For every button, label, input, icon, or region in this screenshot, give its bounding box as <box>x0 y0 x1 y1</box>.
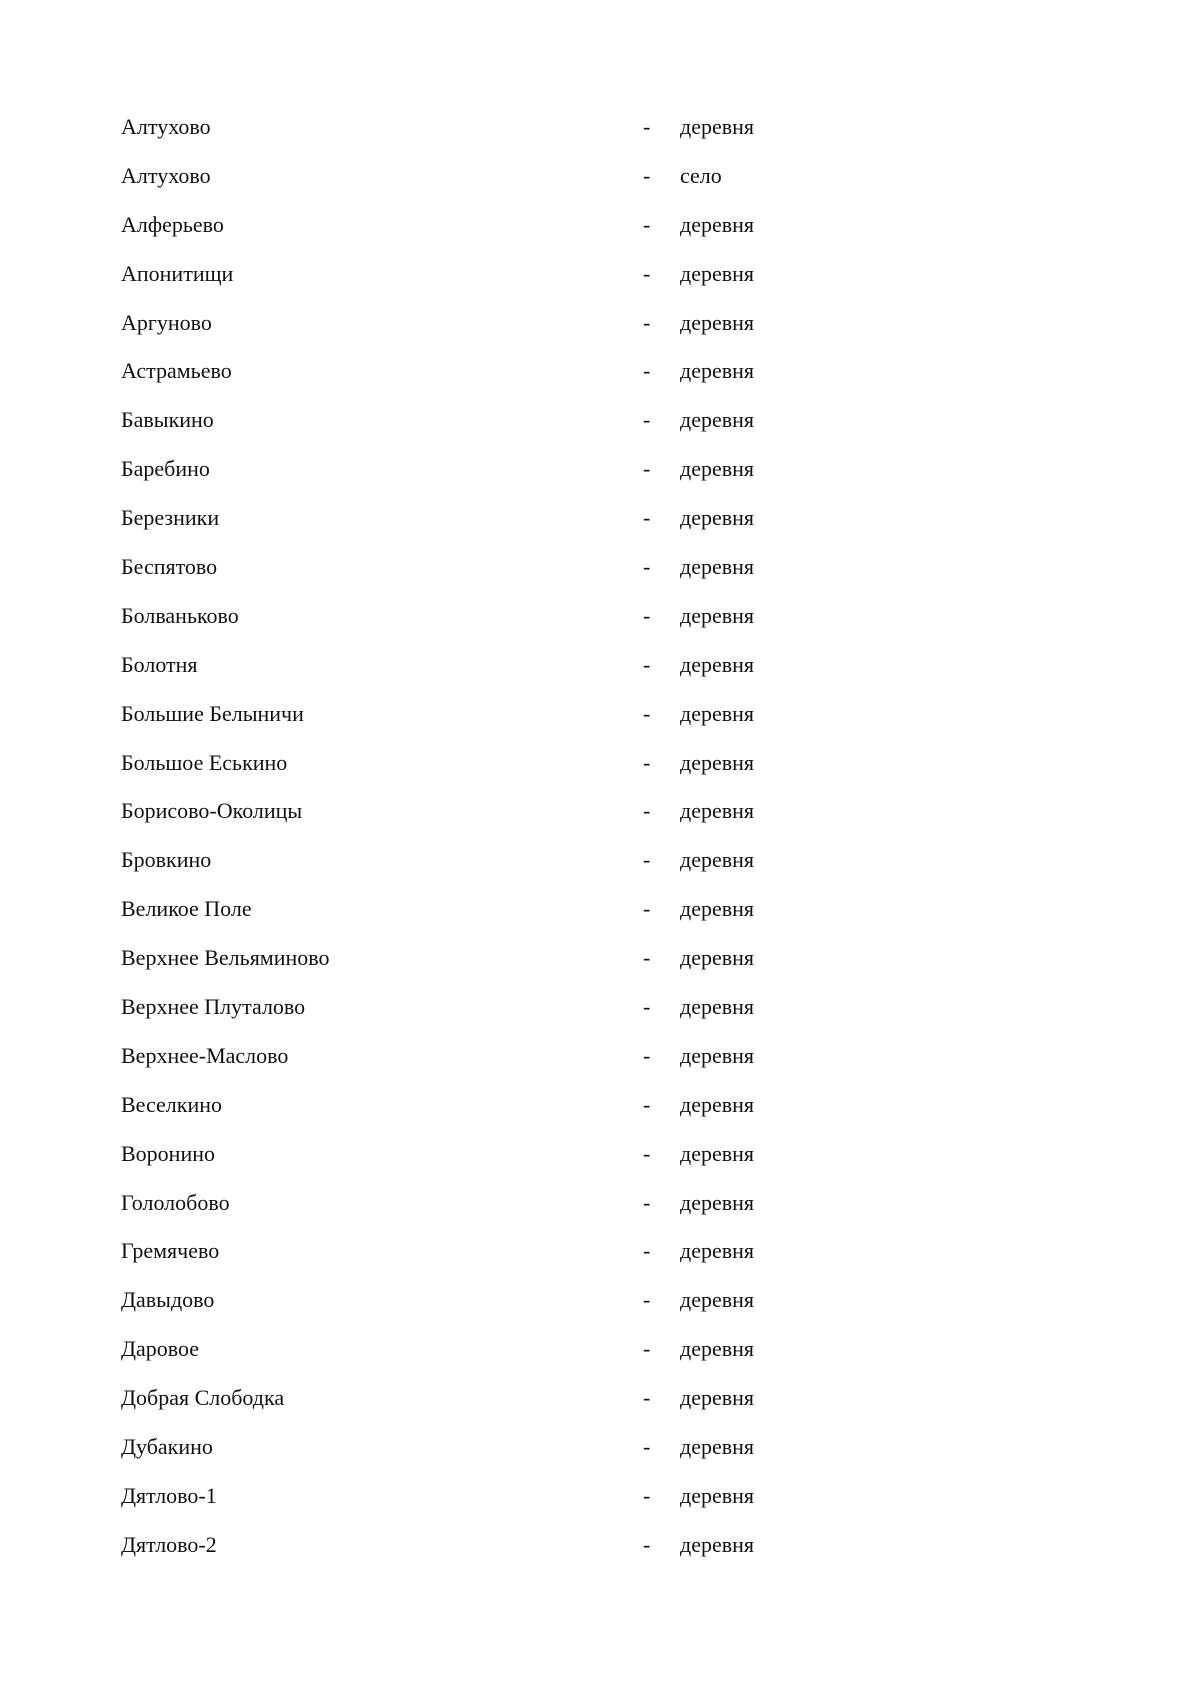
settlement-row <box>0 396 1200 445</box>
settlement-type: деревня <box>680 651 755 677</box>
settlement-row <box>0 1032 1200 1081</box>
settlement-name: Дятлово-1 <box>121 1482 217 1508</box>
settlement-row <box>0 1325 1200 1374</box>
settlement-row <box>0 592 1200 641</box>
separator-dash: - <box>643 1091 651 1117</box>
settlement-type: деревня <box>680 1140 755 1166</box>
settlement-row <box>0 201 1200 250</box>
settlement-row <box>0 347 1200 396</box>
settlement-name: Верхнее Плуталово <box>121 994 306 1020</box>
separator-dash: - <box>643 211 651 237</box>
settlement-list <box>0 103 1200 1570</box>
separator-dash: - <box>643 1385 651 1411</box>
settlement-type: деревня <box>680 749 755 775</box>
settlement-type: деревня <box>680 211 755 237</box>
settlement-type: деревня <box>680 602 755 628</box>
settlement-type: деревня <box>680 309 755 335</box>
settlement-type: деревня <box>680 1434 755 1460</box>
separator-dash: - <box>643 505 651 531</box>
settlement-name: Давыдово <box>121 1287 215 1313</box>
settlement-type: деревня <box>680 1531 755 1557</box>
settlement-name: Верхнее-Маслово <box>121 1042 289 1068</box>
settlement-name: Березники <box>121 505 220 531</box>
settlement-row <box>0 1130 1200 1179</box>
separator-dash: - <box>643 896 651 922</box>
settlement-type: деревня <box>680 945 755 971</box>
separator-dash: - <box>643 798 651 824</box>
settlement-row <box>0 543 1200 592</box>
separator-dash: - <box>643 309 651 335</box>
settlement-type: деревня <box>680 1042 755 1068</box>
settlement-type: деревня <box>680 260 755 286</box>
settlement-name: Великое Поле <box>121 896 252 922</box>
settlement-row <box>0 739 1200 788</box>
separator-dash: - <box>643 162 651 188</box>
settlement-type: село <box>680 162 722 188</box>
separator-dash: - <box>643 847 651 873</box>
settlement-type: деревня <box>680 1336 755 1362</box>
separator-dash: - <box>643 554 651 580</box>
settlement-name: Борисово-Околицы <box>121 798 303 824</box>
separator-dash: - <box>643 456 651 482</box>
settlement-type: деревня <box>680 358 755 384</box>
settlement-type: деревня <box>680 1091 755 1117</box>
separator-dash: - <box>643 1531 651 1557</box>
settlement-name: Болваньково <box>121 602 239 628</box>
settlement-type: деревня <box>680 554 755 580</box>
settlement-name: Веселкино <box>121 1091 222 1117</box>
settlement-type: деревня <box>680 994 755 1020</box>
settlement-row <box>0 836 1200 885</box>
separator-dash: - <box>643 114 651 139</box>
separator-dash: - <box>643 358 651 384</box>
separator-dash: - <box>643 1434 651 1460</box>
settlement-name: Болотня <box>121 651 198 677</box>
settlement-type: деревня <box>680 1189 755 1215</box>
settlement-type: деревня <box>680 1287 755 1313</box>
settlement-name: Аргуново <box>121 309 212 335</box>
settlement-name: Баребино <box>121 456 210 482</box>
separator-dash: - <box>643 749 651 775</box>
settlement-name: Беспятово <box>121 554 218 580</box>
settlement-row <box>0 299 1200 348</box>
settlement-type: деревня <box>680 456 755 482</box>
settlement-row <box>0 1081 1200 1130</box>
settlement-row <box>0 1227 1200 1276</box>
settlement-row <box>0 250 1200 299</box>
settlement-name: Дубакино <box>121 1434 213 1460</box>
settlement-name: Верхнее Вельяминово <box>121 945 330 971</box>
separator-dash: - <box>643 651 651 677</box>
separator-dash: - <box>643 260 651 286</box>
settlement-type: деревня <box>680 114 755 139</box>
settlement-type: деревня <box>680 700 755 726</box>
separator-dash: - <box>643 1287 651 1313</box>
settlement-type: деревня <box>680 847 755 873</box>
settlement-name: Астрамьево <box>121 358 232 384</box>
settlement-name: Большие Белыничи <box>121 700 304 726</box>
settlement-name: Алферьево <box>121 211 224 237</box>
settlement-type: деревня <box>680 1385 755 1411</box>
settlement-name: Воронино <box>121 1140 215 1166</box>
settlement-row <box>0 787 1200 836</box>
settlement-type: деревня <box>680 1238 755 1264</box>
settlement-row <box>0 1423 1200 1472</box>
settlement-row <box>0 494 1200 543</box>
separator-dash: - <box>643 1336 651 1362</box>
settlement-row <box>0 983 1200 1032</box>
settlement-type: деревня <box>680 896 755 922</box>
settlement-row <box>0 690 1200 739</box>
settlement-row <box>0 1472 1200 1521</box>
settlement-type: деревня <box>680 1482 755 1508</box>
settlement-name: Гололобово <box>121 1189 230 1215</box>
separator-dash: - <box>643 602 651 628</box>
settlement-row <box>0 445 1200 494</box>
settlement-row <box>0 103 1200 152</box>
settlement-name: Добрая Слободка <box>121 1385 285 1411</box>
separator-dash: - <box>643 994 651 1020</box>
settlement-name: Гремячево <box>121 1238 220 1264</box>
settlement-name: Даровое <box>121 1336 200 1362</box>
separator-dash: - <box>643 1189 651 1215</box>
separator-dash: - <box>643 1238 651 1264</box>
settlement-name: Большое Еськино <box>121 749 288 775</box>
separator-dash: - <box>643 1042 651 1068</box>
separator-dash: - <box>643 1140 651 1166</box>
settlement-row <box>0 1521 1200 1570</box>
settlement-name: Бровкино <box>121 847 212 873</box>
settlement-type: деревня <box>680 798 755 824</box>
settlement-name: Апонитищи <box>121 260 234 286</box>
settlement-row <box>0 885 1200 934</box>
settlement-name: Бавыкино <box>121 407 214 433</box>
settlement-name: Алтухово <box>121 162 211 188</box>
separator-dash: - <box>643 407 651 433</box>
separator-dash: - <box>643 1482 651 1508</box>
settlement-row <box>0 1276 1200 1325</box>
settlement-row <box>0 934 1200 983</box>
settlement-type: деревня <box>680 505 755 531</box>
settlement-name: Дятлово-2 <box>121 1531 217 1557</box>
settlement-row <box>0 152 1200 201</box>
separator-dash: - <box>643 700 651 726</box>
settlement-type: деревня <box>680 407 755 433</box>
settlement-name: Алтухово <box>121 114 211 139</box>
settlement-row <box>0 1374 1200 1423</box>
settlement-row <box>0 641 1200 690</box>
separator-dash: - <box>643 945 651 971</box>
settlement-row <box>0 1179 1200 1228</box>
